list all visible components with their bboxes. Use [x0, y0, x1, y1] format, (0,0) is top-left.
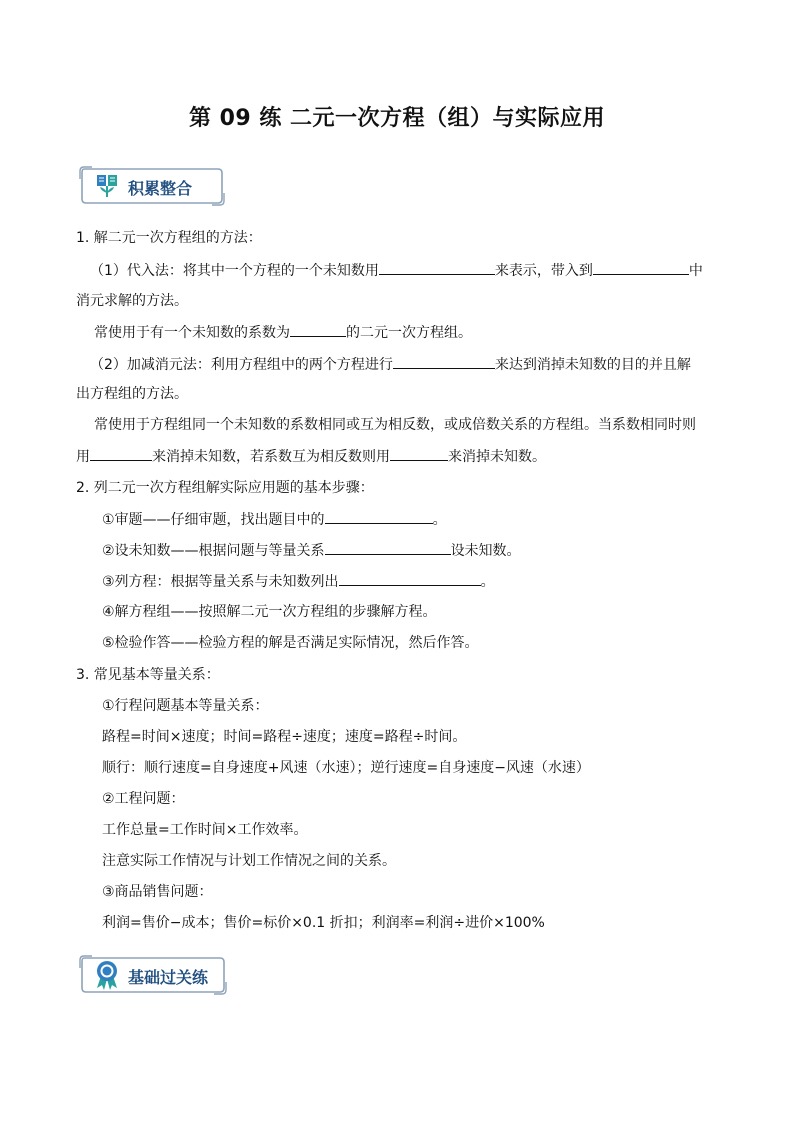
- s3-heading: 3. 常见基本等量关系：: [76, 667, 220, 683]
- s2-line3: ③列方程：根据等量关系与未知数列出 。: [102, 571, 495, 592]
- answer-blank[interactable]: [90, 446, 152, 461]
- section-banner-basic-practice: [78, 954, 228, 996]
- s3-line7: ③商品销售问题：: [102, 884, 213, 900]
- s2-line1: ①审题——仔细审题，找出题目中的 。: [102, 509, 447, 530]
- answer-blank[interactable]: [393, 354, 495, 369]
- s3-line6: 注意实际工作情况与计划工作情况之间的关系。: [102, 853, 396, 869]
- page-title: 第 09 练 二元一次方程（组）与实际应用: [188, 106, 606, 131]
- s1-line2: 消元求解的方法。: [76, 293, 188, 309]
- s1-line6: 常使用于方程组同一个未知数的系数相同或互为相反数，或成倍数关系的方程组。当系数相同时则: [94, 417, 696, 433]
- s1-heading: 1. 解二元一次方程组的方法：: [76, 230, 262, 246]
- answer-blank[interactable]: [325, 509, 433, 524]
- s2-line4: ④解方程组——按照解二元一次方程组的步骤解方程。: [102, 604, 437, 620]
- answer-blank[interactable]: [379, 260, 495, 275]
- answer-blank[interactable]: [325, 540, 451, 555]
- s1-line5: 出方程组的方法。: [76, 386, 188, 402]
- banner-title: 积累整合: [128, 179, 193, 198]
- s3-line5: 工作总量=工作时间×工作效率。: [102, 822, 308, 838]
- s3-line2: 路程=时间×速度；时间=路程÷速度；速度=路程÷时间。: [102, 729, 467, 745]
- s2-line2: ②设未知数——根据问题与等量关系 设未知数。: [102, 540, 521, 561]
- banner-title: 基础过关练: [128, 968, 209, 987]
- answer-blank[interactable]: [593, 260, 689, 275]
- s1-line7: 用 来消掉未知数，若系数互为相反数则用 来消掉未知数。: [76, 446, 546, 467]
- s3-line1: ①行程问题基本等量关系：: [102, 698, 269, 714]
- answer-blank[interactable]: [290, 322, 346, 337]
- s2-line5: ⑤检验作答——检验方程的解是否满足实际情况，然后作答。: [102, 635, 479, 651]
- answer-blank[interactable]: [390, 446, 448, 461]
- s1-line1: （1）代入法：将其中一个方程的一个未知数用 来表示，带入到 中: [90, 260, 703, 281]
- s3-line3: 顺行：顺行速度=自身速度+风速（水速）；逆行速度=自身速度−风速（水速）: [102, 760, 590, 776]
- s3-line8: 利润=售价−成本；售价=标价×0.1 折扣；利润率=利润÷进价×100%: [102, 915, 545, 931]
- s3-line4: ②工程问题：: [102, 791, 185, 807]
- s1-line4: （2）加减消元法：利用方程组中的两个方程进行 来达到消掉未知数的目的并且解: [90, 354, 691, 375]
- s2-heading: 2. 列二元一次方程组解实际应用题的基本步骤：: [76, 480, 374, 496]
- s1-line3: 常使用于有一个未知数的系数为 的二元一次方程组。: [94, 322, 472, 343]
- answer-blank[interactable]: [339, 571, 481, 586]
- section-banner-accumulate: [78, 165, 226, 207]
